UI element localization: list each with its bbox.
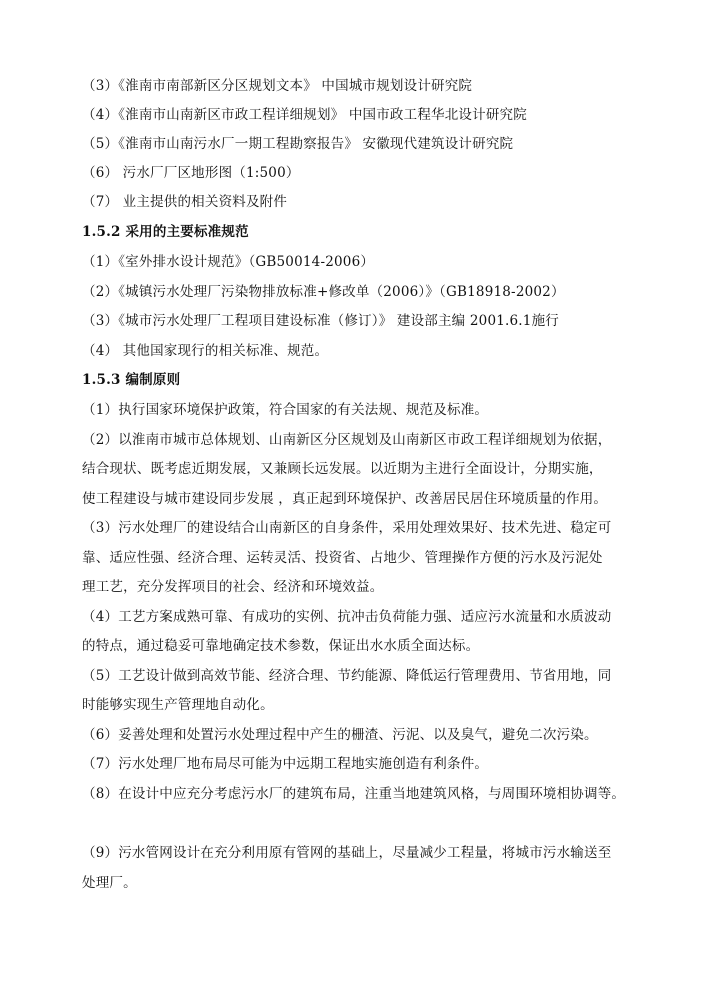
principle-line: （2）以淮南市城市总体规划、山南新区分区规划及山南新区市政工程详细规划为依据， [82,432,612,448]
reference-item-4: （4）《淮南市山南新区市政工程详细规划》 中国市政工程华北设计研究院 [82,107,527,123]
principle-line: （4）工艺方案成熟可靠、有成功的实例、抗冲击负荷能力强、适应污水流量和水质波动 [82,609,612,625]
principle-line: （3）污水处理厂的建设结合山南新区的自身条件，采用处理效果好、技术先进、稳定可 [82,520,612,536]
principle-line: 处理厂。 [82,875,137,891]
standard-item-3: （3）《城市污水处理厂工程项目建设标准（修订）》 建设部主编 2001.6.1施行 [82,313,559,329]
reference-item-5: （5）《淮南市山南污水厂一期工程勘察报告》 安徽现代建筑设计研究院 [82,136,514,152]
principle-line: 理工艺，充分发挥项目的社会、经济和环境效益。 [82,579,384,595]
principle-line: （5）工艺设计做到高效节能、经济合理、节约能源、降低运行管理费用、节省用地，同 [82,668,612,684]
principle-line: 的特点，通过稳妥可靠地确定技术参数，保证出水水质全面达标。 [82,638,480,654]
principle-line: （8）在设计中应充分考虑污水厂的建筑布局，注重当地建筑风格，与周围环境相协调等。 [82,786,626,802]
principle-line: 靠、适应性强、经济合理、运转灵活、投资省、占地少、管理操作方便的污水及污泥处 [82,550,603,566]
standard-item-1: （1）《室外排水设计规范》（GB50014-2006） [82,254,375,270]
principle-line: 结合现状、既考虑近期发展，又兼顾长远发展。以近期为主进行全面设计，分期实施， [82,461,603,477]
standard-item-4: （4） 其他国家现行的相关标准、规范。 [82,343,329,359]
reference-item-3: （3）《淮南市南部新区分区规划文本》 中国城市规划设计研究院 [82,78,473,94]
section-heading-153: 1.5.3 编制原则 [82,372,181,388]
principle-line: （9）污水管网设计在充分利用原有管网的基础上，尽量减少工程量，将城市污水输送至 [82,845,612,861]
reference-item-6: （6） 污水厂厂区地形图（1:500） [82,165,300,181]
standard-item-2: （2）《城镇污水处理厂污染物排放标准+修改单（2006）》（GB18918-2002） [82,284,565,300]
principle-line: 时能够实现生产管理地自动化。 [82,697,274,713]
principle-line: 使工程建设与城市建设同步发展 ，真正起到环境保护、改善居民居住环境质量的作用。 [82,491,608,507]
principle-line: （1）执行国家环境保护政策，符合国家的有关法规、规范及标准。 [82,402,489,418]
section-heading-152: 1.5.2 采用的主要标准规范 [82,224,249,240]
principle-line: （6）妥善处理和处置污水处理过程中产生的栅渣、污泥、以及臭气，避免二次污染。 [82,727,598,743]
principle-line: （7）污水处理厂地布局尽可能为中远期工程地实施创造有利条件。 [82,756,489,772]
reference-item-7: （7） 业主提供的相关资料及附件 [82,194,288,210]
